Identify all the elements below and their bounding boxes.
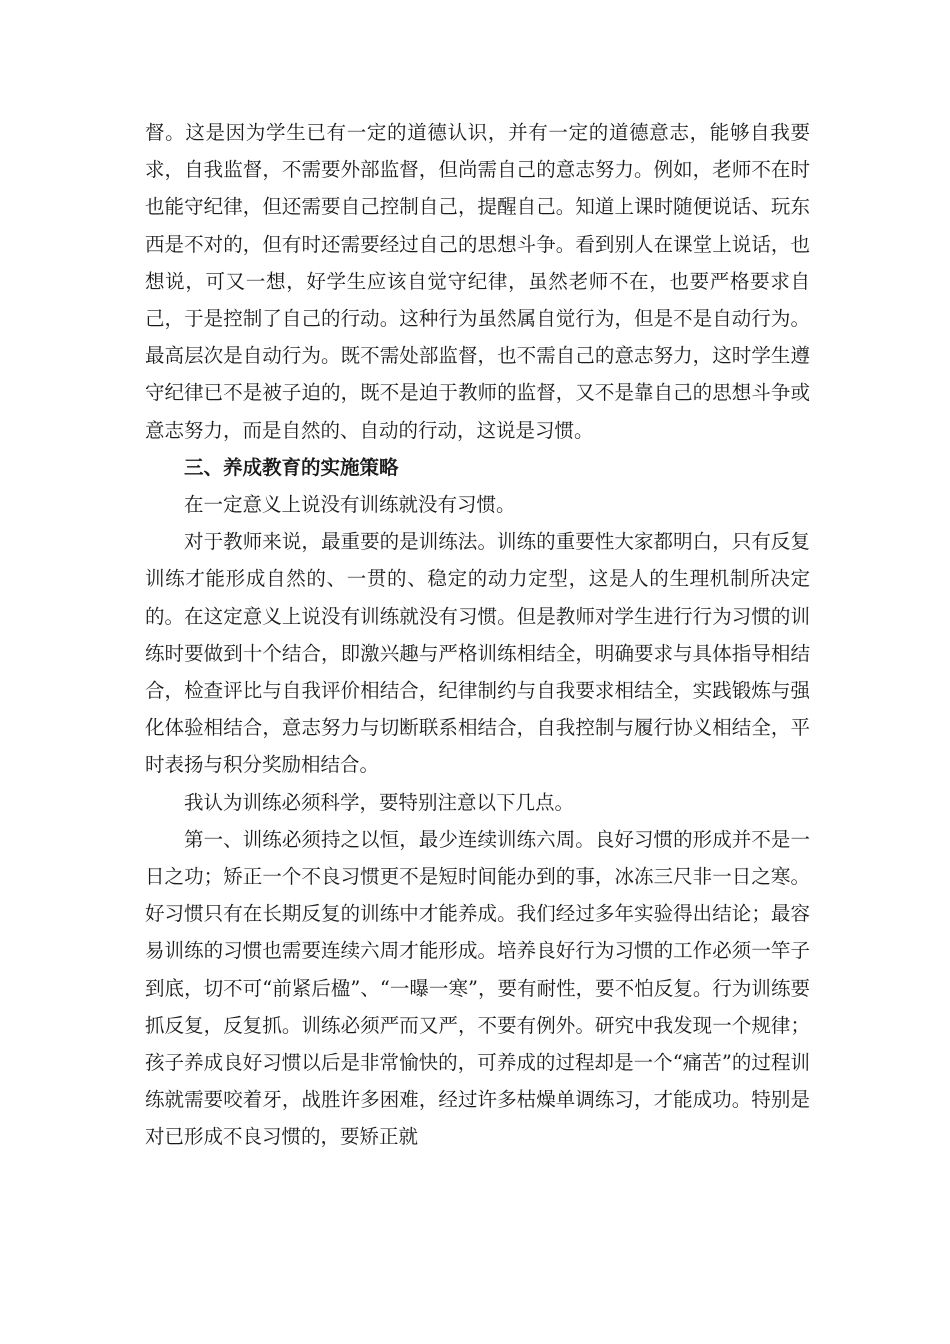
document-body bbox=[145, 114, 810, 1156]
body-paragraph-4: 第一、训练必须持之以恒，最少连续训练六周。良好习惯的形成并不是一日之功；矫正一个不良习惯更不是短时间能办到的事，冰冻三尺非一日之寒。好习惯只有在长期反复的训练中才能养成。我们经过多年实验得出结论；最容易训练的习惯也需要连续六周才能形成。培养良好行为习惯的工作必须一竿子到底，切不可“前紧后楹”、“一曝一寒”，要有耐性，要不怕反复。行为训练要抓反复，反复抓。训练必须严而又严，不要有例外。研究中我发现一个规律；孩子养成良好习惯以后是非常愉快的，可养成的过程却是一个“痛苦”的过程训练就需要咬着牙，战胜许多困难，经过许多枯燥单调练习，才能成功。特别是对已形成不良习惯的，要矫正就 bbox=[145, 827, 810, 1149]
section-heading: 三、养成教育的实施策略 bbox=[184, 455, 399, 479]
continued-paragraph: 督。这是因为学生已有一定的道德认识，并有一定的道德意志，能够自我要求，自我监督，不需要外部监督，但尚需自己的意志努力。例如，老师不在时也能守纪律，但还需要自己控制自己，提醒自己。知道上课时随便说话、玩东西是不对的，但有时还需要经过自己的思想斗争。看到别人在课堂上说话，也想说，可又一想，好学生应该自觉守纪律，虽然老师不在，也要严格要求自己，于是控制了自己的行动。这种行为虽然属自觉行为，但是不是自动行为。最高层次是自动行为。既不需处部监督，也不需自己的意志努力，这时学生遵守纪律已不是被子迫的，既不是迫于教师的监督，又不是靠自己的思想斗争或意志努力，而是自然的、自动的行动，这说是习惯。 bbox=[145, 121, 810, 442]
body-paragraph-1: 在一定意义上说没有训练就没有习惯。 bbox=[184, 493, 516, 517]
body-paragraph-3: 我认为训练必须科学，要特别注意以下几点。 bbox=[184, 790, 575, 814]
body-paragraph-2: 对于教师来说，最重要的是训练法。训练的重要性大家都明白，只有反复训练才能形成自然的、一贯的、稳定的动力定型，这是人的生理机制所决定的。在这定意义上说没有训练就没有习惯。但是教师对学生进行行为习惯的训练时要做到十个结合，即激兴趣与严格训练相结全，明确要求与具体指导相结合，检查评比与自我评价相结合，纪律制约与自我要求相结全，实践锻炼与强化体验相结合，意志努力与切断联系相结合，自我控制与履行协义相结全，平时表扬与积分奖励相结合。 bbox=[145, 530, 810, 777]
